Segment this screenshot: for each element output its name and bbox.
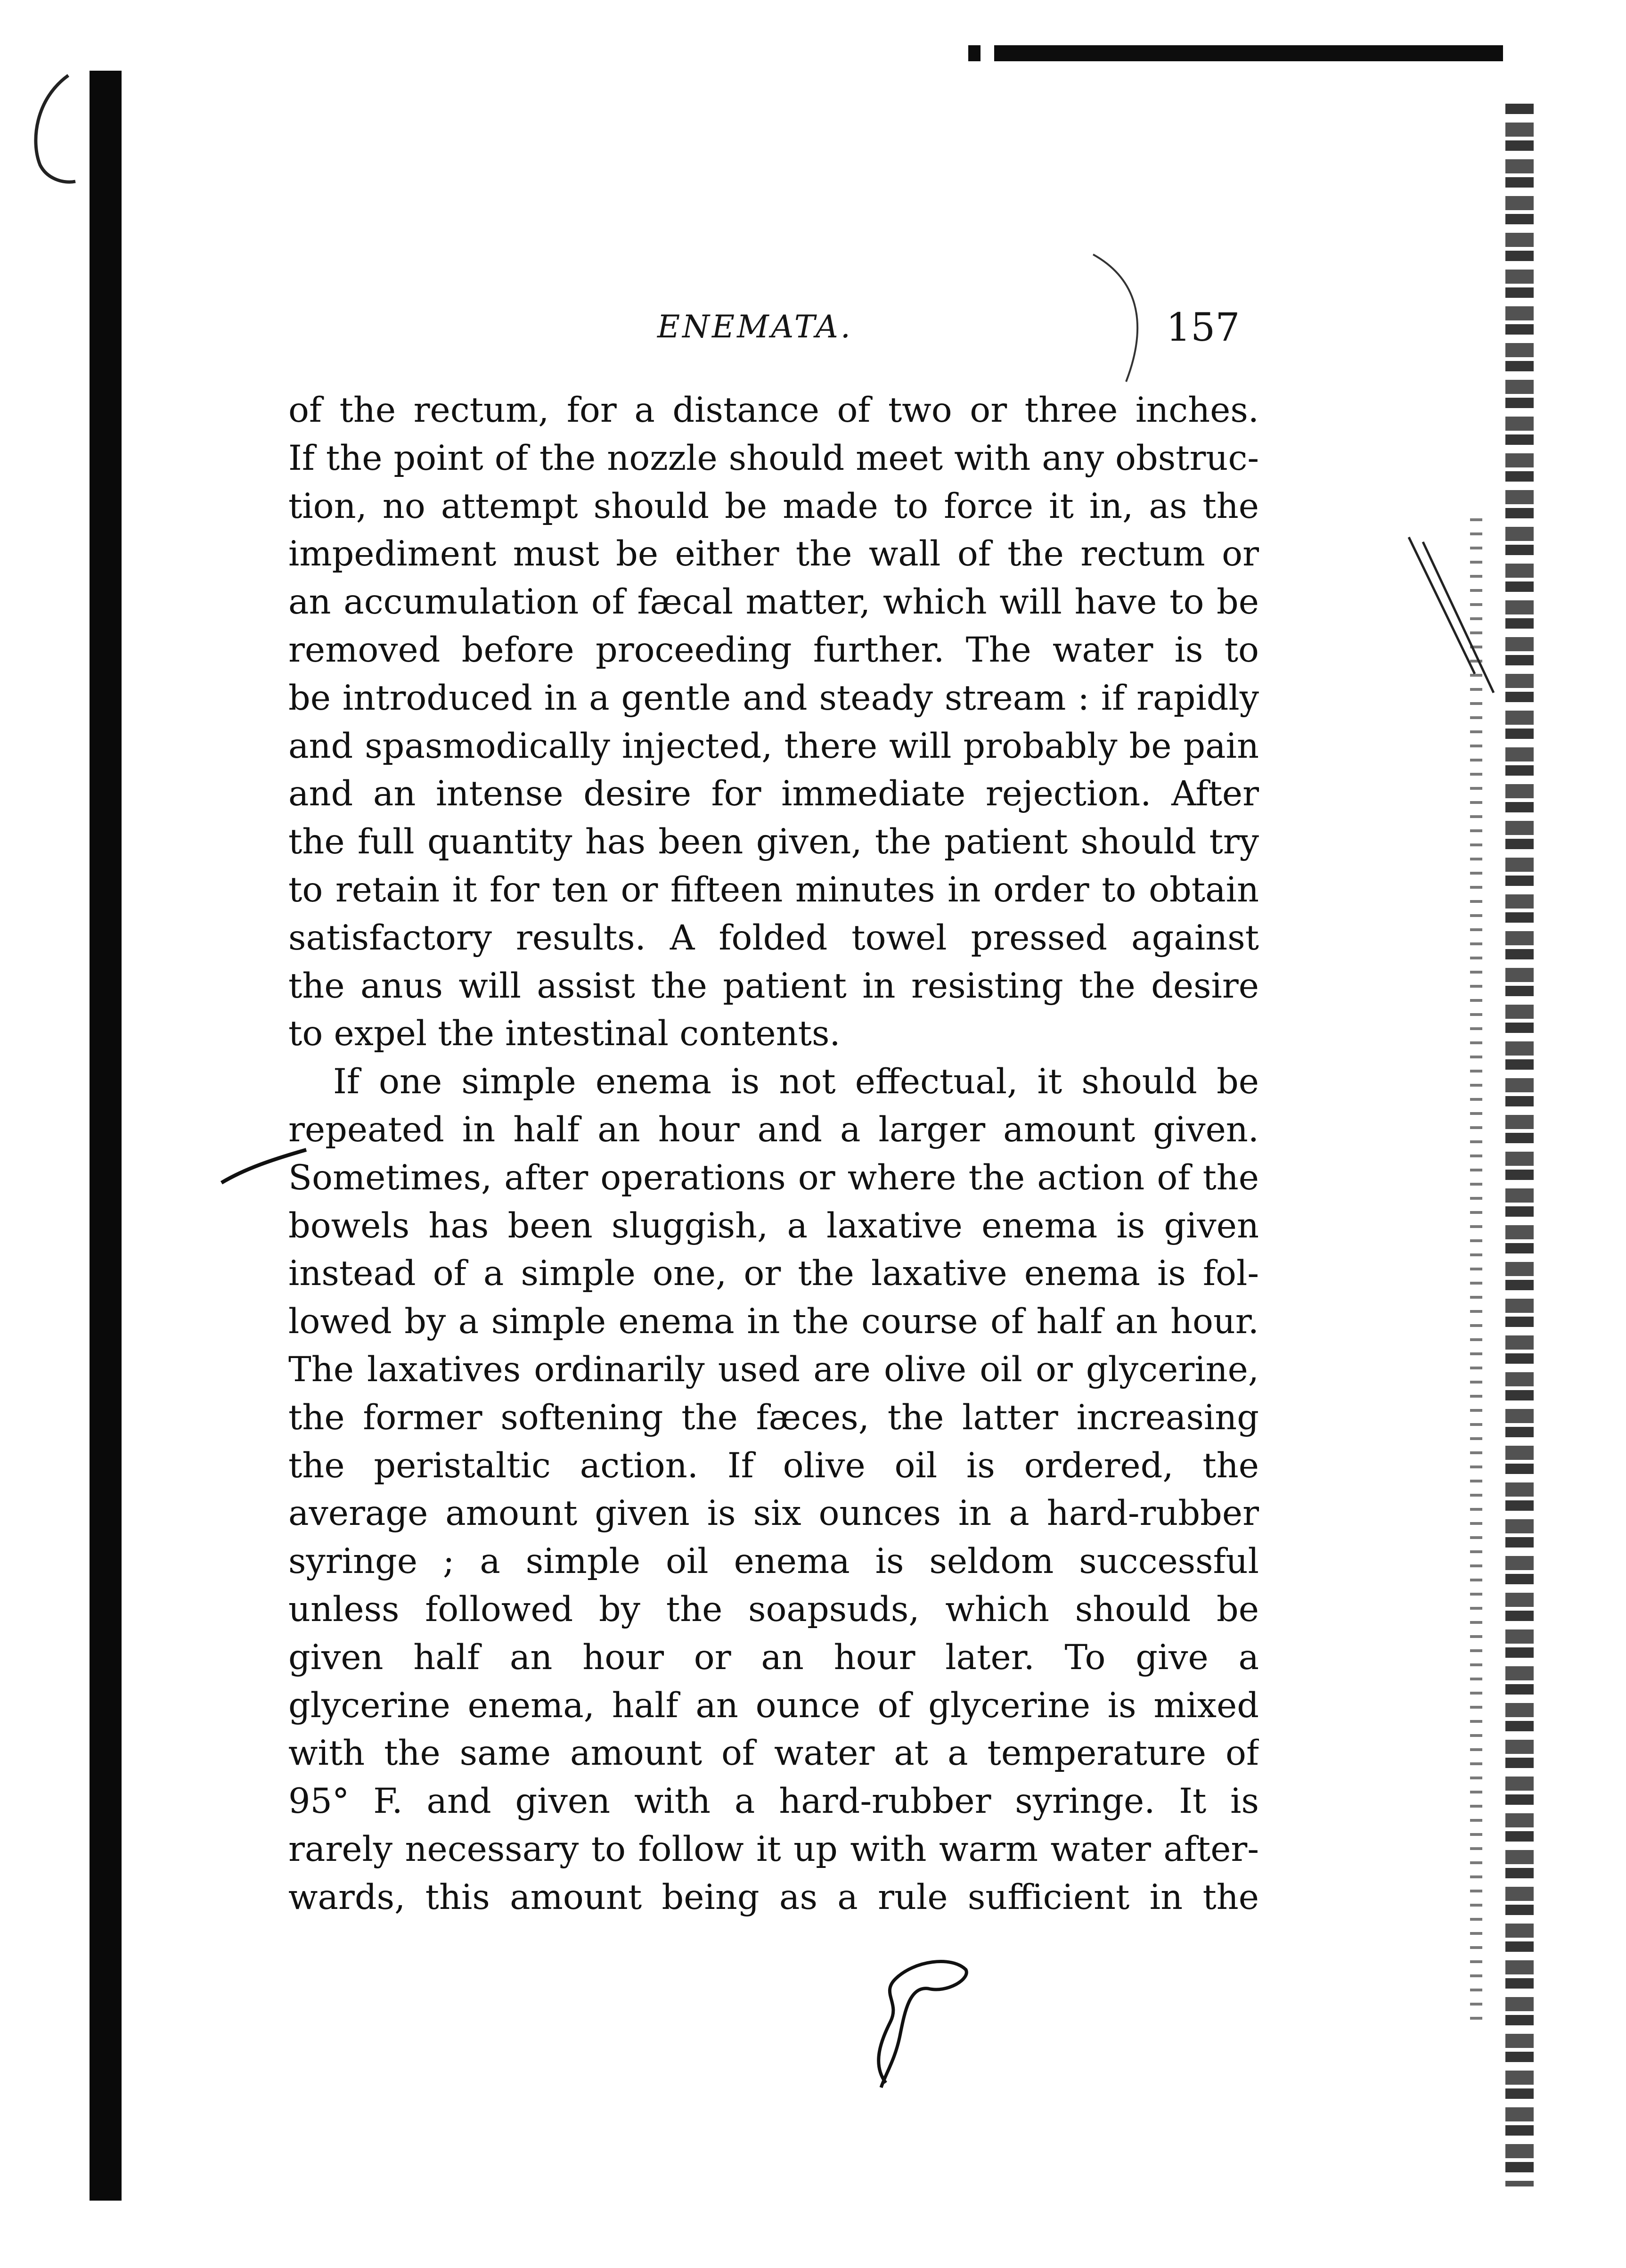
text-line: average amount given is six ounces in a hard-rubber	[288, 1493, 1259, 1534]
text-line: and an intense desire for immediate rejection. After	[288, 774, 1259, 814]
pencil-scribble-mark	[853, 1951, 975, 2092]
text-line: the full quantity has been given, the patient should try	[288, 822, 1259, 862]
pencil-paren-mark	[1084, 245, 1159, 386]
text-line-paragraph-end: to expel the intestinal contents.	[288, 1014, 841, 1054]
text-line: lowed by a simple enema in the course of half an hour.	[288, 1302, 1259, 1342]
text-line: bowels has been sluggish, a laxative enema is given	[288, 1205, 1259, 1246]
text-line: an accumulation of fæcal matter, which will have to be	[288, 582, 1259, 622]
text-line: with the same amount of water at a temperature of	[288, 1733, 1259, 1774]
text-line: impediment must be either the wall of the rectum or	[288, 534, 1259, 574]
scan-right-edge-noise	[1505, 104, 1534, 2186]
pencil-bracket-mark	[26, 71, 78, 188]
text-line: of the rectum, for a distance of two or three inches.	[288, 390, 1259, 430]
text-line: to retain it for ten or fifteen minutes in order to obtain	[288, 869, 1259, 910]
pencil-diagonal-mark	[1404, 532, 1498, 697]
text-line: the anus will assist the patient in resisting the desire	[288, 966, 1259, 1006]
body-text	[288, 386, 1259, 1922]
text-line: the peristaltic action. If olive oil is ordered, the	[288, 1445, 1259, 1486]
text-line: Sometimes, after operations or where the action of the	[288, 1157, 1259, 1198]
text-line: tion, no attempt should be made to force it in, as the	[288, 486, 1259, 526]
text-line: syringe ; a simple oil enema is seldom successful	[288, 1541, 1259, 1582]
text-line: wards, this amount being as a rule sufficient in the	[288, 1877, 1259, 1917]
text-line: given half an hour or an hour later. To give a	[288, 1637, 1259, 1678]
scan-top-rule	[994, 45, 1503, 61]
binding-shadow-bar	[90, 71, 122, 2201]
text-line: removed before proceeding further. The water is to	[288, 630, 1259, 670]
scan-edge-mark	[968, 45, 981, 61]
text-line: If the point of the nozzle should meet with any obstruc-	[288, 438, 1259, 478]
text-line: 95° F. and given with a hard-rubber syringe. It is	[288, 1781, 1259, 1822]
text-line: repeated in half an hour and a larger amount given.	[288, 1109, 1259, 1150]
text-line: unless followed by the soapsuds, which should be	[288, 1589, 1259, 1629]
text-line-paragraph-start: If one simple enema is not effectual, it should be	[333, 1062, 1259, 1102]
text-line: The laxatives ordinarily used are olive oil or glycerine,	[288, 1349, 1259, 1390]
text-line: satisfactory results. A folded towel pressed against	[288, 917, 1259, 958]
text-line: rarely necessary to follow it up with warm water after-	[288, 1829, 1259, 1869]
text-line: and spasmodically injected, there will probably be pain	[288, 726, 1259, 766]
page-number: 157	[1166, 305, 1240, 350]
scan-right-edge-dots	[1470, 518, 1482, 2026]
text-line: be introduced in a gentle and steady stream : if rapidly	[288, 678, 1259, 718]
text-line: instead of a simple one, or the laxative enema is fol-	[288, 1253, 1259, 1294]
running-head: ENEMATA.	[657, 309, 853, 345]
text-line: glycerine enema, half an ounce of glycerine is mixed	[288, 1685, 1259, 1726]
text-line: the former softening the fæces, the latter increasing	[288, 1397, 1259, 1438]
